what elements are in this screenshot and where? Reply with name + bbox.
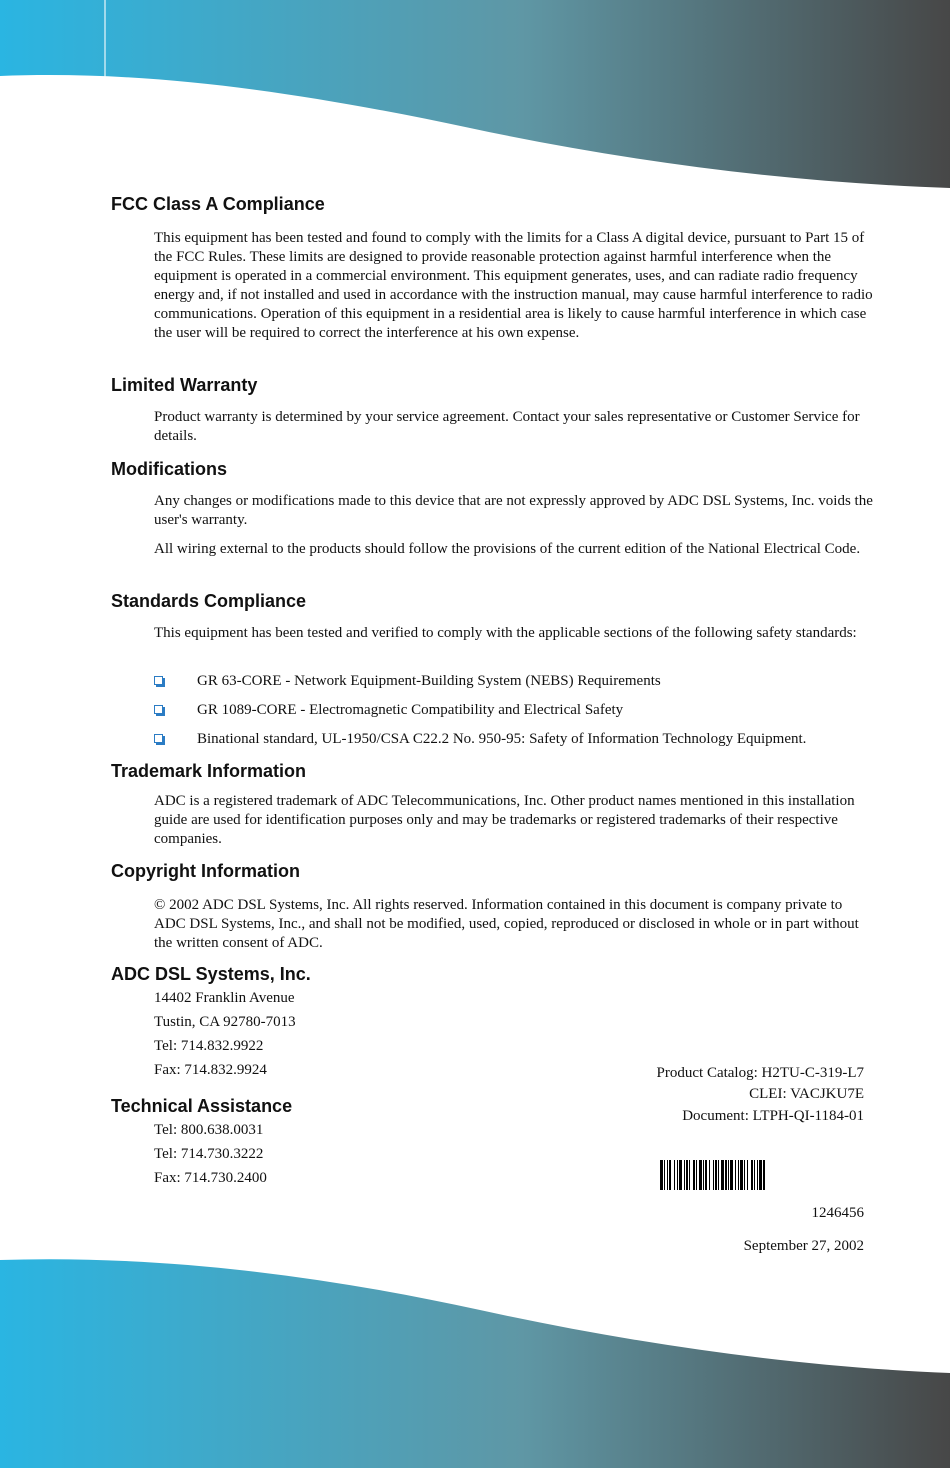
support-heading: Technical Assistance bbox=[111, 1096, 293, 1116]
bullet-text: GR 63-CORE - Network Equipment-Building System (NEBS) Requirements bbox=[197, 673, 661, 689]
modifications-body-2: All wiring external to the products should follow the provisions of the current edition of the National Electrical Code. bbox=[154, 541, 861, 557]
copyright-body: © 2002 ADC DSL Systems, Inc. All rights reserved. Information contained in this document is company private to ADC DSL Systems, Inc., and shall not be modified, used, copied, reproduced or disclosed in whole or in part without the written consent of ADC. bbox=[154, 897, 859, 951]
trademark-body: ADC is a registered trademark of ADC Telecommunications, Inc. Other product names mentioned in this installation guide are used for identification purposes only and may be trademarks or registered trademarks of their respective companies. bbox=[154, 793, 855, 847]
fcc-heading: FCC Class A Compliance bbox=[111, 194, 325, 214]
company-address-line: Tustin, CA 92780-7013 bbox=[154, 1014, 296, 1030]
bottom-decorative-banner bbox=[0, 1255, 950, 1468]
bullet-text: Binational standard, UL-1950/CSA C22.2 No. 950-95: Safety of Information Technology Equipment. bbox=[197, 731, 807, 747]
trademark-heading: Trademark Information bbox=[111, 761, 307, 781]
modifications-heading: Modifications bbox=[111, 459, 227, 479]
checkbox-bullet-icon bbox=[154, 676, 163, 685]
company-heading: ADC DSL Systems, Inc. bbox=[111, 964, 311, 984]
standards-bullet bbox=[154, 730, 884, 750]
support-phone: Tel: 800.638.0031 bbox=[154, 1122, 264, 1138]
barcode-icon bbox=[660, 1160, 865, 1190]
copyright-heading: Copyright Information bbox=[111, 861, 300, 881]
support-fax: Fax: 714.730.2400 bbox=[154, 1170, 267, 1186]
company-fax: Fax: 714.832.9924 bbox=[154, 1062, 267, 1078]
warranty-heading: Limited Warranty bbox=[111, 375, 258, 395]
modifications-body-1: Any changes or modifications made to this device that are not expressly approved by ADC DSL Systems, Inc. voids the user's warranty. bbox=[154, 493, 873, 528]
fcc-body: This equipment has been tested and found to comply with the limits for a Class A digital device, pursuant to Part 15 of the FCC Rules. These limits are designed to provide reasonable protection against harmful interference when the equipment is operated in a commercial environment. This equipment generates, uses, and can radiate radio frequency energy and, if not installed and used in accordance with the instruction manual, may cause harmful interference to radio communications. Operation of this equipment in a residential area is likely to cause harmful interference in which case the user will be required to correct the interference at his own expense. bbox=[154, 230, 873, 341]
top-decorative-banner bbox=[0, 0, 950, 190]
bullet-text: GR 1089-CORE - Electromagnetic Compatibility and Electrical Safety bbox=[197, 702, 624, 718]
company-phone: Tel: 714.832.9922 bbox=[154, 1038, 264, 1054]
barcode-number: 1246456 bbox=[811, 1205, 864, 1221]
document-date: September 27, 2002 bbox=[743, 1238, 864, 1254]
support-phone: Tel: 714.730.3222 bbox=[154, 1146, 264, 1162]
checkbox-bullet-icon bbox=[154, 705, 163, 714]
product-catalog: Product Catalog: H2TU-C-319-L7 bbox=[656, 1065, 864, 1081]
checkbox-bullet-icon bbox=[154, 734, 163, 743]
standards-body: This equipment has been tested and verified to comply with the applicable sections of the following safety standards: bbox=[154, 625, 857, 641]
warranty-body: Product warranty is determined by your service agreement. Contact your sales representative or Customer Service for details. bbox=[154, 409, 860, 444]
document-number: Document: LTPH-QI-1184-01 bbox=[682, 1108, 864, 1124]
clei-code: CLEI: VACJKU7E bbox=[749, 1086, 864, 1102]
standards-bullet bbox=[154, 672, 884, 692]
standards-heading: Standards Compliance bbox=[111, 591, 307, 611]
standards-bullet bbox=[154, 701, 884, 721]
company-address-line: 14402 Franklin Avenue bbox=[154, 990, 295, 1006]
